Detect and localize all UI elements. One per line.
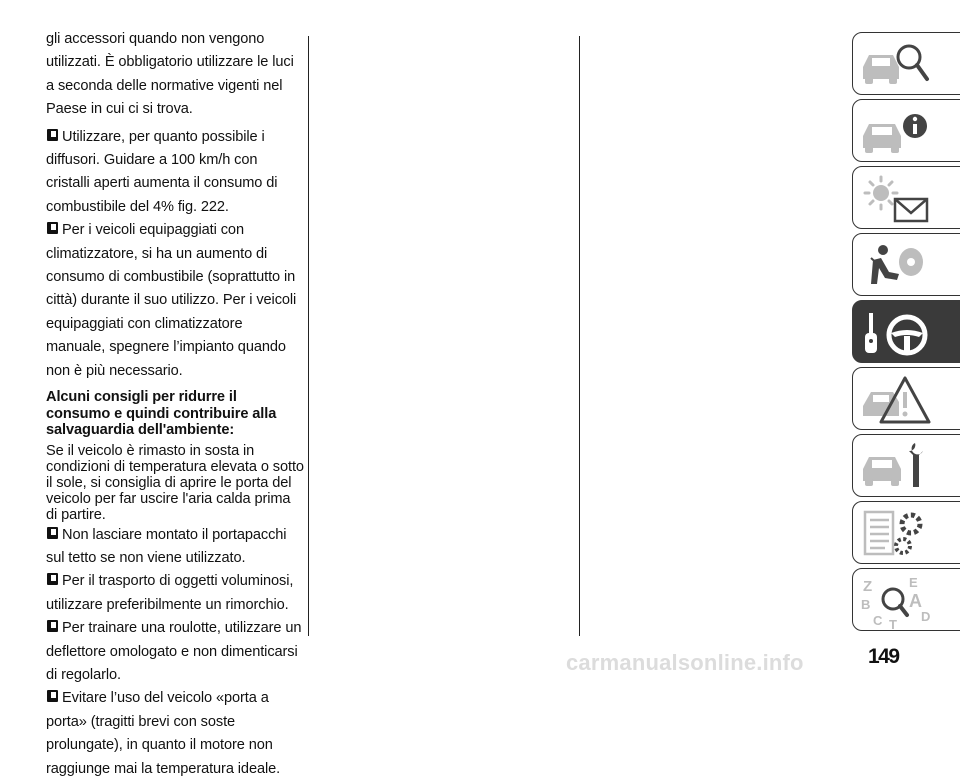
index-letter: D [921, 609, 931, 624]
car-info-icon [859, 104, 933, 160]
index-letter: B [861, 597, 871, 612]
car-wrench-icon [859, 439, 933, 495]
paragraph: gli accessori quando non vengono utilizzati. È obbligatorio utilizzare le luci a seconda delle normative vigenti nel Paese in cui ci si trova. [46, 31, 294, 118]
seat-airbag-icon [859, 238, 933, 294]
column-divider [579, 36, 580, 636]
paragraph: Se il veicolo è rimasto in sosta in condizioni di temperatura elevata o sotto il sole, si consiglia di aprire le porta del veicolo per far uscire l'aria calda prima di partire. [46, 442, 304, 524]
car-magnifier-icon [859, 37, 933, 93]
alphabet-index-icon [859, 573, 933, 629]
warning-lights-icon [859, 171, 933, 227]
bullet-paragraph: Per i veicoli equipaggiati con climatizzatore, si ha un aumento di consumo di combustibile (soprattutto in città) durante il suo utilizzo. Per i veicoli equipaggiati con climatizzatore manuale, spegnere l’impianto quando non è più necessario. [46, 219, 304, 383]
bullet-paragraph: Evitare l’uso del veicolo «porta a porta» (tragitti brevi con soste prolungate), in quanto il motore non raggiunge mai la temperatura ideale. [46, 687, 304, 781]
index-letter: C [873, 613, 883, 628]
car-warning-triangle-icon [859, 372, 933, 428]
page-number: 149 [868, 645, 899, 668]
tab-alphabet-index[interactable] [852, 568, 960, 631]
tab-car-info[interactable] [852, 99, 960, 162]
column-divider [308, 36, 309, 636]
watermark: carmanualsonline.info [566, 650, 804, 675]
index-letter: Z [863, 578, 873, 595]
tab-car-wrench[interactable] [852, 434, 960, 497]
index-letter: T [889, 617, 897, 629]
text-column [46, 28, 304, 781]
bullet-paragraph: Non lasciare montato il portapacchi sul tetto se non viene utilizzato. [46, 524, 304, 571]
index-letter: E [909, 575, 918, 590]
tab-seat-airbag[interactable] [852, 233, 960, 296]
bullet-paragraph: Per il trasporto di oggetti voluminosi, utilizzare preferibilmente un rimorchio. [46, 570, 304, 617]
index-letter: A [909, 591, 922, 611]
tab-warning-lights[interactable] [852, 166, 960, 229]
bullet-paragraph: Per trainare una roulotte, utilizzare un deflettore omologato e non dimenticarsi di regolarlo. [46, 617, 304, 687]
section-heading: Alcuni consigli per ridurre il consumo e quindi contribuire alla salvaguardia dell'ambiente: [46, 389, 277, 439]
bullet-paragraph: Utilizzare, per quanto possibile i diffusori. Guidare a 100 km/h con cristalli aperti aumenta il consumo di combustibile del 4% fig. 222. [46, 126, 304, 220]
key-steering-wheel-icon [859, 305, 933, 361]
tab-car-warning-triangle[interactable] [852, 367, 960, 430]
tab-key-steering-wheel[interactable] [852, 300, 960, 363]
spec-list-gears-icon [859, 506, 933, 562]
tab-spec-list-gears[interactable] [852, 501, 960, 564]
tab-car-magnifier[interactable] [852, 32, 960, 95]
